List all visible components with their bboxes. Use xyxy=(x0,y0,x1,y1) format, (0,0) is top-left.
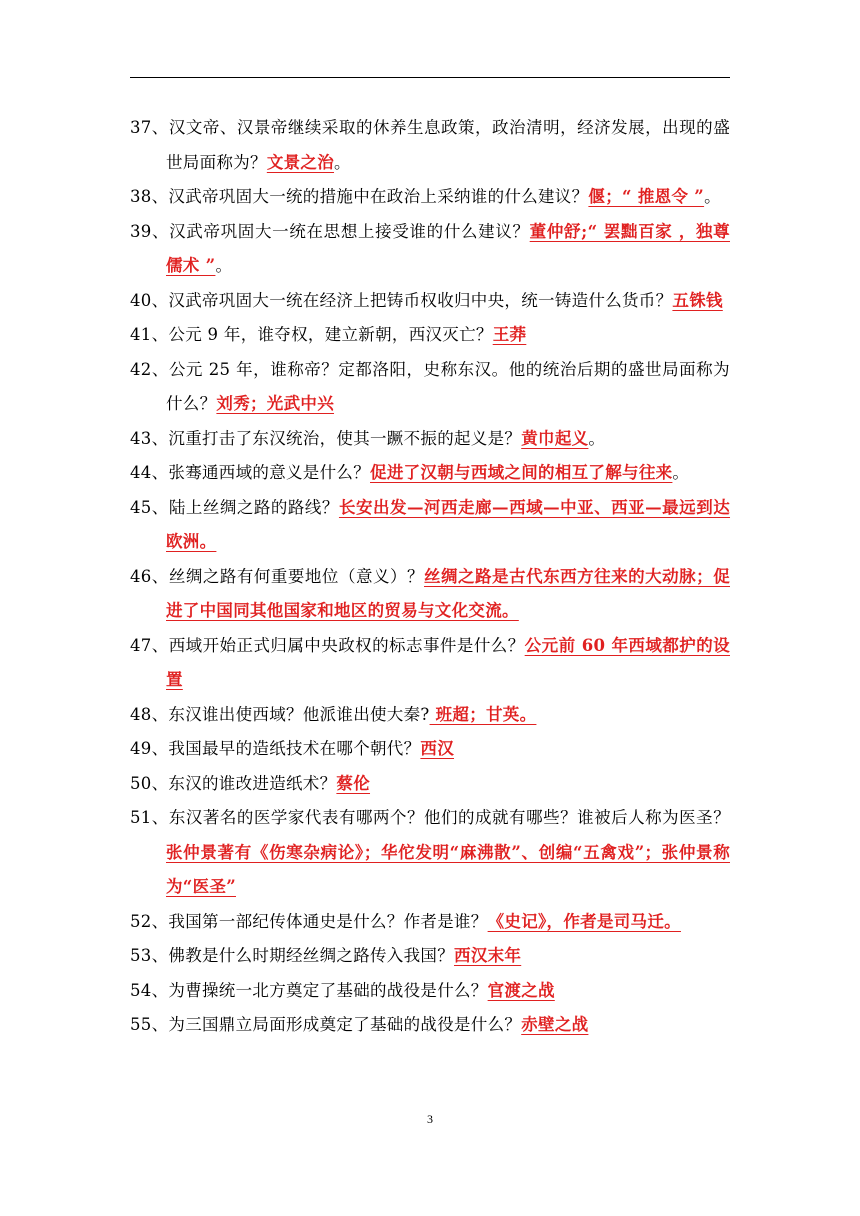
question-item xyxy=(130,111,730,180)
answer-text: 文景之治 xyxy=(266,152,335,172)
question-number: 45、 xyxy=(130,497,169,517)
question-text: 公元 25 年，谁称帝？定都洛阳，史称东汉。他的统治后期的盛世局面称为什么？ xyxy=(166,359,730,413)
answer-text: 官渡之战 xyxy=(487,980,555,1000)
question-item xyxy=(130,560,730,629)
answer-text: 西汉 xyxy=(420,739,455,758)
question-item xyxy=(130,284,730,319)
question-item xyxy=(130,767,730,802)
question-text: 为曹操统一北方奠定了基础的战役是什么？ xyxy=(168,980,488,1000)
question-text: 为三国鼎立局面形成奠定了基础的战役是什么？ xyxy=(168,1015,522,1034)
answer-text: 董仲舒;“ 罢黜百家 ，独尊儒术 ” xyxy=(166,221,730,275)
question-number: 55、 xyxy=(130,1015,169,1034)
question-number: 47、 xyxy=(130,635,169,655)
question-item xyxy=(130,422,730,457)
header-rule xyxy=(130,77,730,78)
question-item xyxy=(130,629,730,698)
answer-text: 《史记》，作者是司马迁。 xyxy=(487,911,681,931)
question-number: 42、 xyxy=(130,359,169,379)
question-item xyxy=(130,732,730,767)
question-item xyxy=(130,180,730,215)
question-number: 39、 xyxy=(130,221,170,241)
question-text: 丝绸之路有何重要地位（意义）？ xyxy=(168,566,424,586)
question-item xyxy=(130,698,730,733)
page-number: 3 xyxy=(427,1112,433,1126)
question-number: 43、 xyxy=(130,428,169,448)
question-list xyxy=(130,111,730,1043)
answer-text: 王莽 xyxy=(492,325,527,344)
question-number: 37、 xyxy=(130,118,169,137)
question-number: 44、 xyxy=(130,463,169,482)
question-number: 53、 xyxy=(130,946,169,965)
answer-text: 刘秀；光武中兴 xyxy=(216,394,335,413)
question-number: 41、 xyxy=(130,325,169,344)
question-number: 52、 xyxy=(130,911,169,931)
question-text: 沉重打击了东汉统治，使其一蹶不振的起义是？ xyxy=(168,428,522,448)
answer-text: 西汉末年 xyxy=(454,946,522,965)
trailing-punctuation: 。 xyxy=(672,463,690,482)
trailing-punctuation: 。 xyxy=(704,187,721,206)
question-number: 54、 xyxy=(130,980,169,1000)
question-text: 我国第一部纪传体通史是什么？作者是谁？ xyxy=(168,911,488,931)
question-text: 东汉谁出使西域？他派谁出使大秦? xyxy=(168,704,430,724)
question-item xyxy=(130,215,730,284)
question-number: 48、 xyxy=(130,704,169,724)
question-text: 公元 9 年，谁夺权，建立新朝，西汉灭亡？ xyxy=(168,325,493,344)
question-text: 我国最早的造纸技术在哪个朝代？ xyxy=(168,739,421,758)
answer-text: 公元前 60 年西域都护的设置 xyxy=(166,635,730,689)
question-item xyxy=(130,801,730,905)
question-item xyxy=(130,491,730,560)
answer-text: 班超；甘英。 xyxy=(429,704,537,724)
question-text: 张骞通西域的意义是什么？ xyxy=(168,463,371,482)
question-item xyxy=(130,974,730,1009)
answer-text: 促进了汉朝与西域之间的相互了解与往来 xyxy=(370,463,673,482)
question-number: 51、 xyxy=(130,808,169,827)
question-number: 46、 xyxy=(130,566,169,586)
question-number: 38、 xyxy=(130,187,169,206)
question-text: 西域开始正式归属中央政权的标志事件是什么？ xyxy=(168,635,525,655)
question-text: 东汉的谁改进造纸术？ xyxy=(168,773,337,793)
question-text: 汉文帝、汉景帝继续采取的休养生息政策，政治清明，经济发展，出现的盛世局面称为？ xyxy=(166,118,730,172)
answer-text: 张仲景著有《伤寒杂病论》；华佗发明“麻沸散”、创编“五禽戏”；张仲景称为“医圣” xyxy=(166,842,730,896)
question-text: 陆上丝绸之路的路线？ xyxy=(168,497,339,517)
question-number: 40、 xyxy=(130,290,169,310)
answer-text: 赤壁之战 xyxy=(521,1015,589,1034)
question-number: 49、 xyxy=(130,739,169,758)
question-text: 东汉著名的医学家代表有哪两个？他们的成就有哪些？谁被后人称为医圣？ xyxy=(168,808,730,827)
question-text: 佛教是什么时期经丝绸之路传入我国？ xyxy=(168,946,455,965)
question-item xyxy=(130,353,730,422)
trailing-punctuation: 。 xyxy=(588,428,606,448)
question-item xyxy=(130,905,730,940)
answer-text: 黄巾起义 xyxy=(521,428,589,448)
question-text: 汉武帝巩固大一统的措施中在政治上采纳谁的什么建议？ xyxy=(168,187,589,206)
question-item xyxy=(130,456,730,491)
question-item xyxy=(130,318,730,353)
answer-text: 蔡伦 xyxy=(336,773,371,793)
question-text: 汉武帝巩固大一统在经济上把铸币权收归中央，统一铸造什么货币？ xyxy=(168,290,673,310)
question-item xyxy=(130,1008,730,1043)
question-number: 50、 xyxy=(130,773,169,793)
answer-text: 五铢钱 xyxy=(672,290,723,310)
trailing-punctuation: 。 xyxy=(334,152,351,172)
trailing-punctuation: 。 xyxy=(215,256,233,275)
question-item xyxy=(130,939,730,974)
answer-text: 长安出发—河西走廊—西域—中亚、西亚—最远到达欧洲。 xyxy=(166,497,731,551)
answer-text: 偃；“ 推恩令 ” xyxy=(588,187,705,206)
answer-text: 丝绸之路是古代东西方往来的大动脉；促进了中国同其他国家和地区的贸易与文化交流。 xyxy=(166,566,730,620)
question-text: 汉武帝巩固大一统在思想上接受谁的什么建议？ xyxy=(169,221,530,241)
